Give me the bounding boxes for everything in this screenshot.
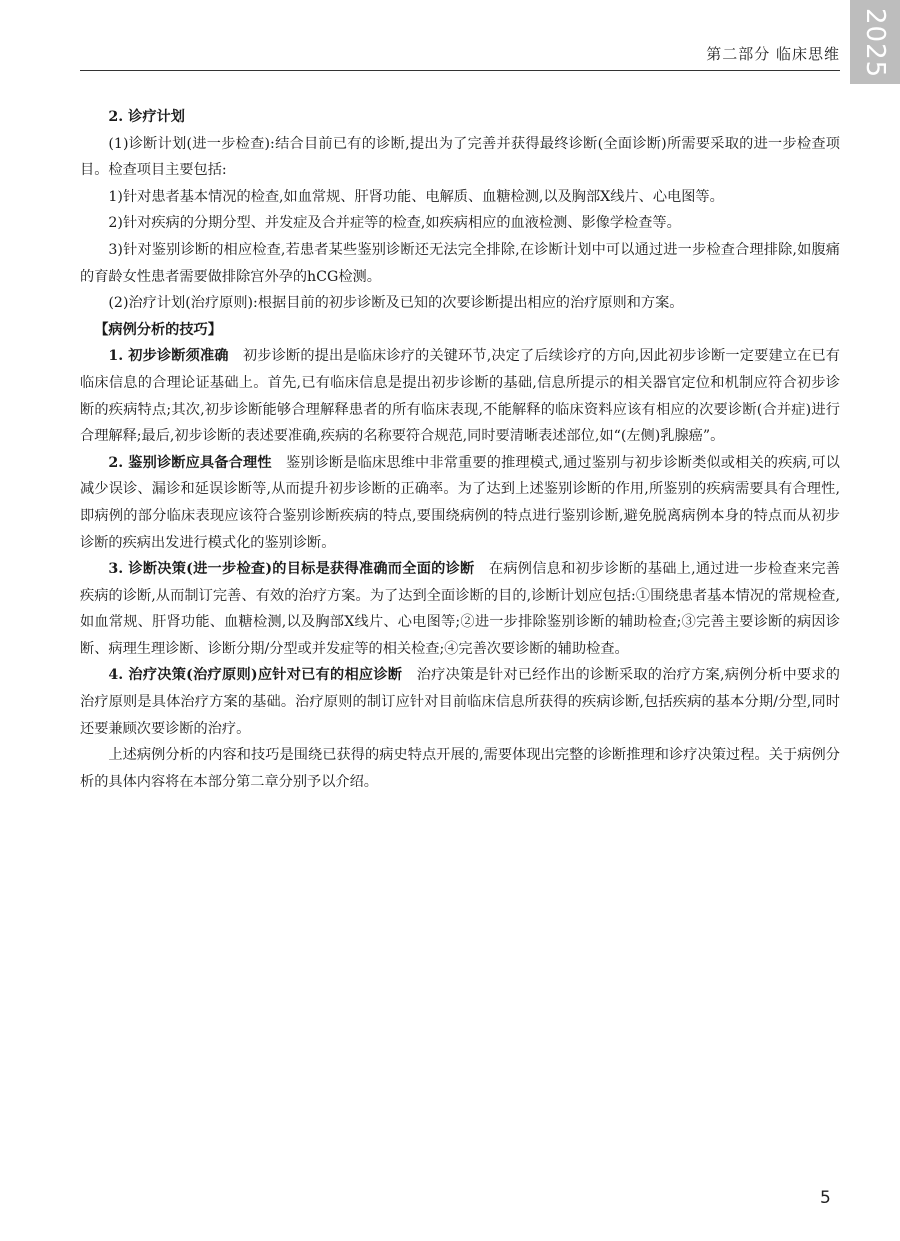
skill-4-text: 治疗决策是针对已经作出的诊断采取的治疗方案,病例分析中要求的治疗原则是具体治疗方案的基础。治疗原则的制订应针对目前临床信息所获得的疾病诊断,包括疾病的基本分期/分型,同时还要兼顾次要诊断的治疗。: [80, 667, 840, 737]
paragraph-diagnosis-plan: (1)诊断计划(进一步检查):结合目前已有的诊断,提出为了完善并获得最终诊断(全面诊断)所需要采取的进一步检查项目。检查项目主要包括:: [80, 135, 840, 179]
page-content: [80, 104, 840, 795]
paragraph-skill-2: [80, 450, 840, 556]
section-heading-skills: 【病例分析的技巧】: [94, 321, 222, 338]
skill-3-text: 在病例信息和初步诊断的基础上,通过进一步检查来完善疾病的诊断,从而制订完善、有效的治疗方案。为了达到全面诊断的目的,诊断计划应包括:①围绕患者基本情况的常规检查,如血常规、肝肾功能、血糖检测,以及胸部X线片、心电图等;②进一步排除鉴别诊断的辅助检查;③完善主要诊断的病因诊断、病理生理诊断、诊断分期/分型或并发症等的相关检查;④完善次要诊断的辅助检查。: [80, 561, 840, 657]
page-header: [80, 40, 840, 71]
year-tab: [850, 0, 900, 84]
paragraph-treatment-plan: (2)治疗计划(治疗原则):根据目前的初步诊断及已知的次要诊断提出相应的治疗原则和方案。: [108, 295, 684, 312]
year-tab-text: 2025: [860, 8, 890, 79]
paragraph-skill-1: [80, 343, 840, 449]
section-heading-treatment-plan: 2. 诊疗计划: [108, 109, 185, 125]
paragraph-summary: 上述病例分析的内容和技巧是围绕已获得的病史特点开展的,需要体现出完整的诊断推理和诊疗决策过程。关于病例分析的具体内容将在本部分第二章分别予以介绍。: [80, 747, 840, 790]
page-number: 5: [820, 1188, 831, 1208]
skill-1-lead: 1. 初步诊断须准确: [108, 348, 229, 365]
skill-3-lead: 3. 诊断决策(进一步检查)的目标是获得准确而全面的诊断: [108, 561, 475, 578]
paragraph-skill-3: [80, 556, 840, 662]
skill-1-text: 初步诊断的提出是临床诊疗的关键环节,决定了后续诊疗的方向,因此初步诊断一定要建立在已有临床信息的合理论证基础上。首先,已有临床信息是提出初步诊断的基础,信息所提示的相关器官定位和机制应符合初步诊断的疾病特点;其次,初步诊断能够合理解释患者的所有临床表现,不能解释的临床资料应该有相应的次要诊断(合并症)进行合理解释;最后,初步诊断的表述要准确,疾病的名称要符合规范,同时要清晰表述部位,如“(左侧)乳腺癌”。: [80, 348, 840, 445]
skill-2-text: 鉴别诊断是临床思维中非常重要的推理模式,通过鉴别与初步诊断类似或相关的疾病,可以减少误诊、漏诊和延误诊断等,从而提升初步诊断的正确率。为了达到上述鉴别诊断的作用,所鉴别的疾病需要具有合理性,即病例的部分临床表现应该符合鉴别诊断疾病的特点,要围绕病例的特点进行鉴别诊断,避免脱离病例本身的特点而从初步诊断的疾病出发进行模式化的鉴别诊断。: [80, 454, 840, 551]
header-title: 第二部分 临床思维: [706, 45, 840, 63]
paragraph-skill-4: [80, 662, 840, 742]
list-item-3: 3)针对鉴别诊断的相应检查,若患者某些鉴别诊断还无法完全排除,在诊断计划中可以通过进一步检查合理排除,如腹痛的育龄女性患者需要做排除宫外孕的hCG检测。: [80, 241, 840, 285]
skill-4-lead: 4. 治疗决策(治疗原则)应针对已有的相应诊断: [108, 667, 403, 684]
list-item-1: 1)针对患者基本情况的检查,如血常规、肝肾功能、电解质、血糖检测,以及胸部X线片、心电图等。: [108, 188, 724, 205]
list-item-2: 2)针对疾病的分期分型、并发症及合并症等的检查,如疾病相应的血液检测、影像学检查等。: [108, 215, 681, 232]
skill-2-lead: 2. 鉴别诊断应具备合理性: [108, 454, 272, 471]
